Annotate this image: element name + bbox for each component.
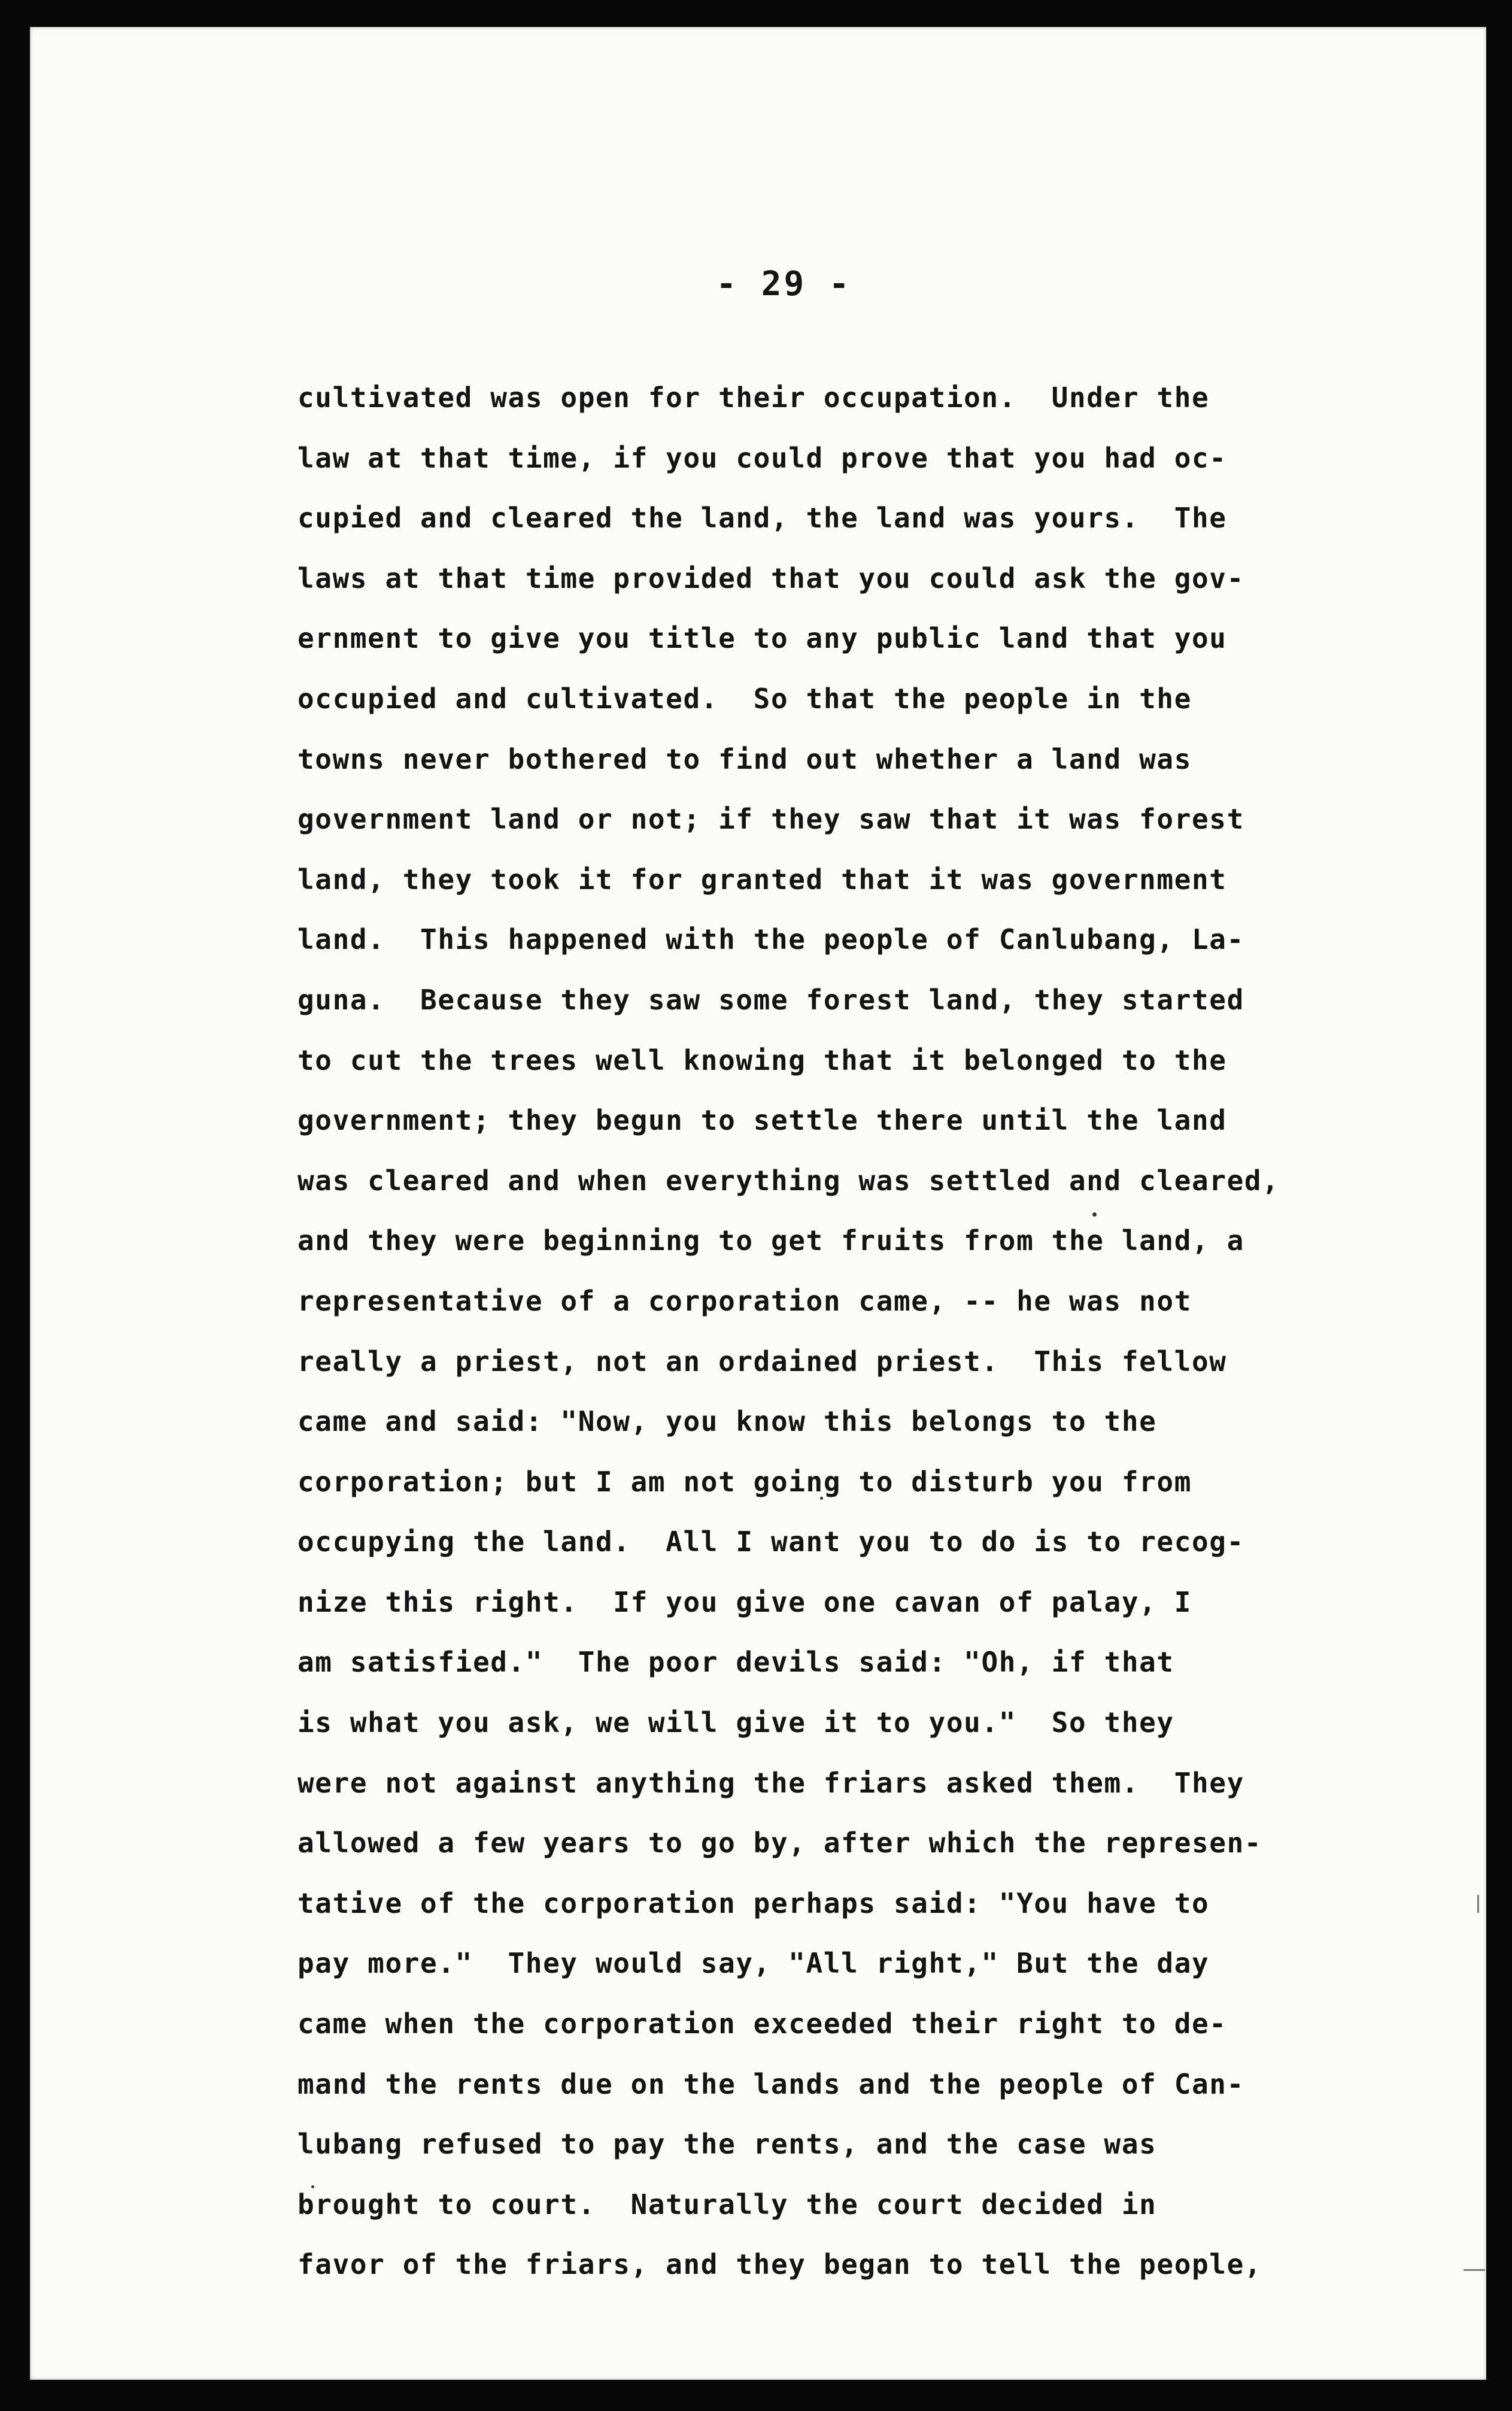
text-line: nize this right. If you give one cavan of palay, I	[297, 1585, 1192, 1618]
text-line: tative of the corporation perhaps said: "You have to	[297, 1887, 1210, 1919]
text-line: allowed a few years to go by, after which the represen-	[297, 1827, 1262, 1860]
text-line: favor of the friars, and they began to tell the people,	[297, 2248, 1262, 2281]
text-line: land, they took it for granted that it was government	[297, 863, 1227, 896]
text-line: lubang refused to pay the rents, and the case was	[297, 2128, 1157, 2161]
text-line: is what you ask, we will give it to you." So they	[297, 1706, 1174, 1739]
text-line: government land or not; if they saw that it was forest	[297, 803, 1244, 836]
text-line: came when the corporation exceeded their right to de-	[297, 2007, 1227, 2040]
edge-mark	[1464, 2269, 1485, 2271]
text-line: government; they begun to settle there until the land	[297, 1104, 1227, 1137]
page-number: - 29 -	[716, 265, 852, 304]
text-line: was cleared and when everything was settled and cleared,	[297, 1164, 1280, 1197]
text-line: am satisfied." The poor devils said: "Oh, if that	[297, 1646, 1174, 1679]
text-line: really a priest, not an ordained priest. This fellow	[297, 1345, 1227, 1378]
body-text	[297, 368, 1375, 2295]
text-line: were not against anything the friars asked them. They	[297, 1766, 1244, 1799]
text-line: land. This happened with the people of Canlubang, La-	[297, 923, 1244, 956]
text-line: came and said: "Now, you know this belongs to the	[297, 1405, 1157, 1438]
text-line: representative of a corporation came, -- he was not	[297, 1284, 1192, 1317]
text-line: cultivated was open for their occupation. Under the	[297, 381, 1210, 414]
text-line: corporation; but I am not going to disturb you from	[297, 1465, 1192, 1498]
text-line: occupying the land. All I want you to do is to recog-	[297, 1526, 1244, 1558]
text-line: occupied and cultivated. So that the people in the	[297, 682, 1192, 715]
text-line: to cut the trees well knowing that it belonged to the	[297, 1044, 1227, 1076]
text-line: towns never bothered to find out whether a land was	[297, 742, 1192, 775]
text-line: ernment to give you title to any public land that you	[297, 622, 1227, 655]
text-line: law at that time, if you could prove that you had oc-	[297, 441, 1227, 474]
text-line: brought to court. Naturally the court decided in	[297, 2188, 1157, 2221]
text-line: and they were beginning to get fruits from the land, a	[297, 1224, 1244, 1257]
text-line: cupied and cleared the land, the land was yours. The	[297, 502, 1227, 535]
text-line: mand the rents due on the lands and the people of Can-	[297, 2067, 1244, 2100]
text-line: laws at that time provided that you could ask the gov-	[297, 562, 1244, 595]
text-line: pay more." They would say, "All right," But the day	[297, 1947, 1210, 1980]
typewritten-page	[30, 27, 1486, 2380]
edge-mark	[1477, 1895, 1479, 1913]
text-line: guna. Because they saw some forest land, they started	[297, 983, 1244, 1016]
